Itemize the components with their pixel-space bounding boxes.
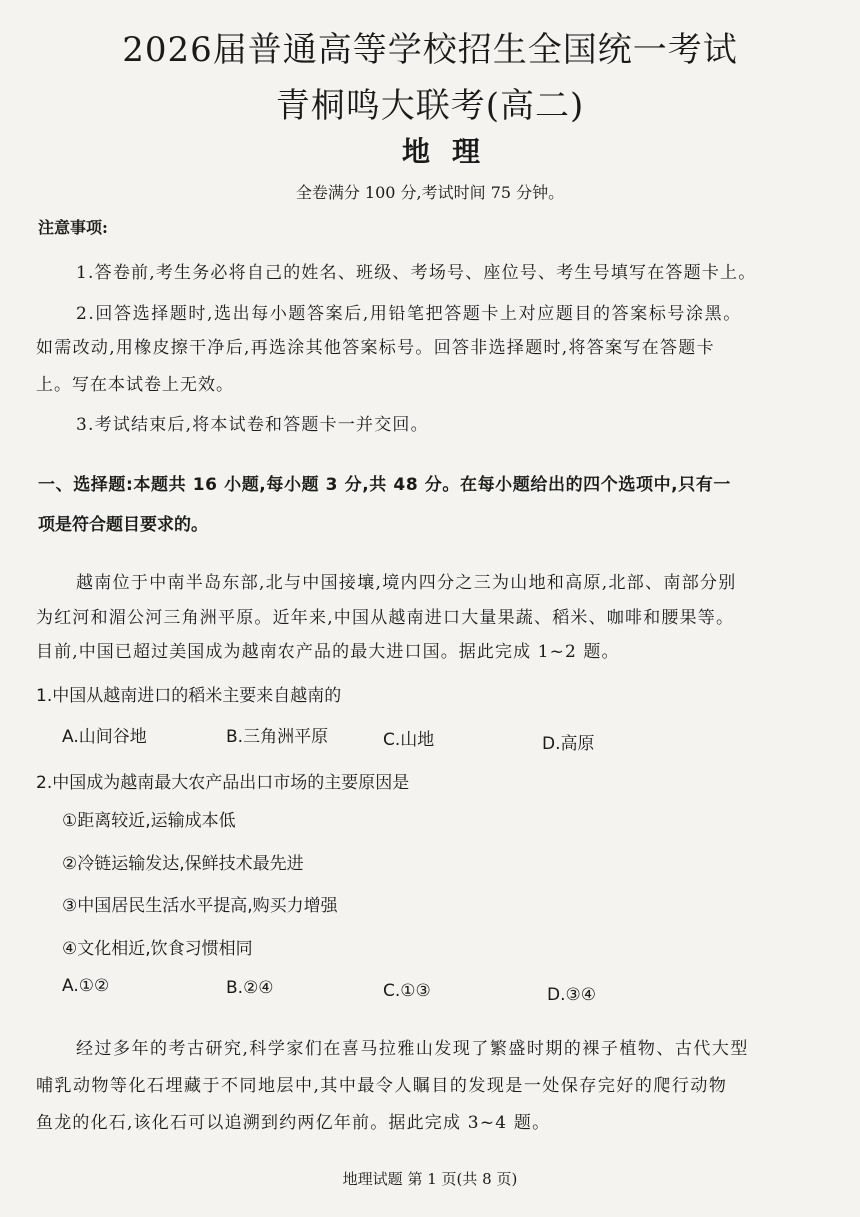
passage-2-line-1: 经过多年的考古研究,科学家们在喜马拉雅山发现了繁盛时期的裸子植物、古代大型	[76, 1039, 749, 1059]
section-heading-line-2: 项是符合题目要求的。	[38, 515, 208, 535]
passage-2-line-2: 哺乳动物等化石埋藏于不同地层中,其中最令人瞩目的发现是一处保存完好的爬行动物	[36, 1076, 728, 1096]
exam-title: 2026届普通高等学校招生全国统一考试	[122, 30, 738, 70]
page-footer: 地理试题 第 1 页(共 8 页)	[342, 1170, 518, 1188]
subject-title: 地理	[401, 135, 502, 168]
question-2-option-b: B.②④	[226, 978, 274, 998]
exam-subtitle: 青桐鸣大联考(高二)	[275, 86, 585, 126]
question-2-statement-3: ③中国居民生活水平提高,购买力增强	[62, 896, 338, 916]
notice-heading: 注意事项:	[38, 218, 108, 237]
passage-2-line-3: 鱼龙的化石,该化石可以追溯到约两亿年前。据此完成 3~4 题。	[36, 1113, 551, 1133]
question-2-option-c: C.①③	[383, 981, 431, 1001]
question-2-option-a: A.①②	[62, 976, 110, 996]
question-2-statement-4: ④文化相近,饮食习惯相同	[62, 939, 253, 959]
question-2-option-d: D.③④	[547, 985, 596, 1005]
question-1-option-a: A.山间谷地	[62, 727, 147, 747]
passage-1-line-3: 目前,中国已超过美国成为越南农产品的最大进口国。据此完成 1~2 题。	[36, 642, 620, 662]
notice-item-1: 1.答卷前,考生务必将自己的姓名、班级、考场号、座位号、考生号填写在答题卡上。	[76, 263, 757, 283]
question-1-option-c: C.山地	[383, 730, 435, 750]
question-1-stem: 1.中国从越南进口的稻米主要来自越南的	[36, 686, 342, 706]
notice-item-2-line-2: 如需改动,用橡皮擦干净后,再选涂其他答案标号。回答非选择题时,将答案写在答题卡	[36, 338, 715, 358]
question-1-option-d: D.高原	[542, 734, 595, 754]
section-heading-line-1: 一、选择题:本题共 16 小题,每小题 3 分,共 48 分。在每小题给出的四个选项中,只有一	[38, 475, 732, 495]
full-score-note: 全卷满分 100 分,考试时间 75 分钟。	[295, 183, 565, 202]
question-2-stem: 2.中国成为越南最大农产品出口市场的主要原因是	[36, 773, 410, 793]
passage-1-line-1: 越南位于中南半岛东部,北与中国接壤,境内四分之三为山地和高原,北部、南部分别	[76, 573, 737, 593]
notice-item-3: 3.考试结束后,将本试卷和答题卡一并交回。	[76, 415, 429, 435]
notice-item-2-line-1: 2.回答选择题时,选出每小题答案后,用铅笔把答题卡上对应题目的答案标号涂黑。	[76, 304, 742, 324]
question-1-option-b: B.三角洲平原	[226, 727, 329, 747]
question-2-statement-1: ①距离较近,运输成本低	[62, 811, 236, 831]
question-2-statement-2: ②冷链运输发达,保鲜技术最先进	[62, 854, 304, 874]
notice-item-2-line-3: 上。写在本试卷上无效。	[36, 375, 234, 395]
passage-1-line-2: 为红河和湄公河三角洲平原。近年来,中国从越南进口大量果蔬、稻米、咖啡和腰果等。	[36, 608, 735, 628]
